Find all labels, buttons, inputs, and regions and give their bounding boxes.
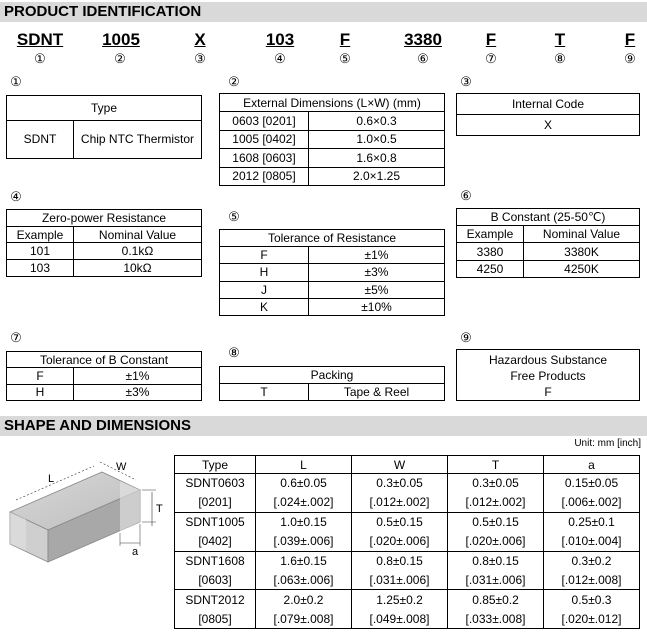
pack-box bbox=[219, 366, 445, 401]
chip-diagram bbox=[2, 450, 172, 570]
tolb-box bbox=[6, 351, 202, 401]
t-cell: [.012±.002] bbox=[448, 493, 544, 512]
tolb-value: ±3% bbox=[74, 384, 202, 400]
pack-header: Packing bbox=[220, 367, 444, 384]
zero-value: 0.1kΩ bbox=[74, 243, 202, 260]
tol-code: F bbox=[220, 247, 309, 264]
pn-packing: T bbox=[554, 30, 566, 49]
pn-circle-8: ⑧ bbox=[554, 51, 566, 66]
l-cell: [.024±.002] bbox=[256, 493, 352, 512]
pn-size: 1005 bbox=[102, 30, 140, 49]
type-cell: [0201] bbox=[175, 493, 256, 512]
a-cell: 0.5±0.3 bbox=[544, 590, 640, 609]
dim-header-t: T bbox=[448, 456, 544, 474]
tol-value: ±5% bbox=[309, 281, 445, 298]
t-cell: 0.3±0.05 bbox=[448, 474, 544, 493]
internal-header: Internal Code bbox=[457, 94, 639, 115]
label-a: a bbox=[132, 546, 139, 558]
l-cell: 2.0±0.2 bbox=[256, 590, 352, 609]
pack-code: T bbox=[220, 384, 309, 401]
table-row bbox=[175, 512, 640, 531]
tol-num: ⑤ bbox=[228, 209, 240, 224]
unit-note: Unit: mm [inch] bbox=[574, 438, 641, 449]
type-cell: SDNT2012 bbox=[175, 590, 256, 609]
t-cell: [.033±.008] bbox=[448, 609, 544, 628]
type-cell: [0402] bbox=[175, 532, 256, 551]
pn-circle-3: ③ bbox=[194, 51, 206, 66]
tolb-code: F bbox=[7, 368, 74, 384]
type-cell: SDNT1608 bbox=[175, 551, 256, 570]
tol-value: ±1% bbox=[309, 247, 445, 264]
pn-btol: F bbox=[485, 30, 497, 49]
dim-header-l: L bbox=[256, 456, 352, 474]
bconst-col2: Nominal Value bbox=[524, 226, 640, 243]
dims-code: 0603 [0201] bbox=[220, 112, 309, 130]
bconst-num: ⑥ bbox=[460, 188, 472, 203]
type-num: ① bbox=[10, 74, 22, 89]
w-cell: 0.8±0.15 bbox=[352, 551, 448, 570]
dims-num: ② bbox=[228, 74, 240, 89]
product-identification-title: PRODUCT IDENTIFICATION bbox=[0, 2, 647, 22]
tol-code: H bbox=[220, 264, 309, 281]
t-cell: [.031±.006] bbox=[448, 570, 544, 589]
dims-code: 1005 [0402] bbox=[220, 130, 309, 148]
zero-code: 103 bbox=[7, 260, 74, 276]
zero-header: Zero-power Resistance bbox=[7, 210, 201, 226]
pn-internal: X bbox=[194, 30, 206, 49]
type-cell: SDNT0603 bbox=[175, 474, 256, 493]
bconst-box bbox=[456, 208, 640, 278]
tol-code: K bbox=[220, 298, 309, 315]
tol-box bbox=[219, 229, 445, 316]
internal-box bbox=[456, 93, 640, 136]
shape-dimensions-title: SHAPE AND DIMENSIONS bbox=[0, 416, 647, 436]
pn-resistance: 103 bbox=[265, 30, 295, 49]
a-cell: 0.15±0.05 bbox=[544, 474, 640, 493]
internal-num: ③ bbox=[460, 74, 472, 89]
type-cell: [0805] bbox=[175, 609, 256, 628]
pn-hazard: F bbox=[624, 30, 636, 49]
pn-circle-5: ⑤ bbox=[339, 51, 351, 66]
dims-value: 0.6×0.3 bbox=[309, 112, 445, 130]
l-cell: [.039±.006] bbox=[256, 532, 352, 551]
pn-circle-9: ⑨ bbox=[624, 51, 636, 66]
dims-value: 1.6×0.8 bbox=[309, 149, 445, 167]
a-cell: [.006±.002] bbox=[544, 493, 640, 512]
w-cell: 0.5±0.15 bbox=[352, 512, 448, 531]
table-row bbox=[175, 532, 640, 551]
pn-circle-4: ④ bbox=[274, 51, 286, 66]
zero-col2: Nominal Value bbox=[74, 226, 202, 243]
dimension-table bbox=[174, 455, 640, 629]
pack-desc: Tape & Reel bbox=[309, 384, 445, 401]
a-cell: 0.25±0.1 bbox=[544, 512, 640, 531]
table-row bbox=[175, 551, 640, 570]
type-cell: [0603] bbox=[175, 570, 256, 589]
pn-type: SDNT bbox=[16, 30, 64, 49]
zero-code: 101 bbox=[7, 243, 74, 260]
label-w: W bbox=[116, 461, 127, 473]
bconst-col1: Example bbox=[457, 226, 524, 243]
internal-value: X bbox=[457, 115, 639, 136]
dims-value: 2.0×1.25 bbox=[309, 167, 445, 185]
w-cell: [.012±.002] bbox=[352, 493, 448, 512]
zero-box bbox=[6, 209, 202, 277]
table-row bbox=[175, 474, 640, 493]
pn-bconstant: 3380 bbox=[404, 30, 442, 49]
haz-num: ⑨ bbox=[460, 330, 472, 345]
type-desc: Chip NTC Thermistor bbox=[74, 120, 202, 158]
bconst-value: 4250K bbox=[524, 260, 640, 277]
label-t: T bbox=[156, 503, 163, 515]
tol-header: Tolerance of Resistance bbox=[220, 230, 444, 247]
tolb-num: ⑦ bbox=[10, 330, 22, 345]
l-cell: [.079±.008] bbox=[256, 609, 352, 628]
w-cell: [.020±.006] bbox=[352, 532, 448, 551]
pn-circle-7: ⑦ bbox=[485, 51, 497, 66]
haz-value: F bbox=[544, 385, 552, 399]
w-cell: 1.25±0.2 bbox=[352, 590, 448, 609]
dims-header: External Dimensions (L×W) (mm) bbox=[220, 94, 444, 112]
dims-value: 1.0×0.5 bbox=[309, 130, 445, 148]
table-row bbox=[175, 570, 640, 589]
tolb-value: ±1% bbox=[74, 368, 202, 384]
type-code: SDNT bbox=[7, 120, 74, 158]
tolb-code: H bbox=[7, 384, 74, 400]
l-cell: 0.6±0.05 bbox=[256, 474, 352, 493]
l-cell: 1.0±0.15 bbox=[256, 512, 352, 531]
zero-value: 10kΩ bbox=[74, 260, 202, 276]
haz-box bbox=[456, 349, 640, 401]
l-cell: 1.6±0.15 bbox=[256, 551, 352, 570]
pn-circle-2: ② bbox=[114, 51, 126, 66]
type-cell: SDNT1005 bbox=[175, 512, 256, 531]
type-header: Type bbox=[7, 96, 201, 120]
bconst-code: 3380 bbox=[457, 243, 524, 260]
dims-code: 2012 [0805] bbox=[220, 167, 309, 185]
l-cell: [.063±.006] bbox=[256, 570, 352, 589]
pn-circle-6: ⑥ bbox=[417, 51, 429, 66]
dims-code: 1608 [0603] bbox=[220, 149, 309, 167]
table-row bbox=[175, 590, 640, 609]
bconst-header: B Constant (25-50℃) bbox=[457, 209, 639, 226]
tol-code: J bbox=[220, 281, 309, 298]
bconst-value: 3380K bbox=[524, 243, 640, 260]
dim-header-w: W bbox=[352, 456, 448, 474]
bconst-code: 4250 bbox=[457, 260, 524, 277]
dim-header-type: Type bbox=[175, 456, 256, 474]
a-cell: 0.3±0.2 bbox=[544, 551, 640, 570]
table-row bbox=[175, 493, 640, 512]
dim-header-a: a bbox=[544, 456, 640, 474]
haz-line2: Free Products bbox=[510, 369, 586, 383]
haz-line1: Hazardous Substance bbox=[488, 353, 608, 367]
w-cell: 0.3±0.05 bbox=[352, 474, 448, 493]
type-box bbox=[6, 95, 202, 159]
a-cell: [.020±.012] bbox=[544, 609, 640, 628]
w-cell: [.049±.008] bbox=[352, 609, 448, 628]
tolb-header: Tolerance of B Constant bbox=[7, 352, 201, 368]
pack-num: ⑧ bbox=[228, 345, 240, 360]
pn-circle-1: ① bbox=[34, 51, 46, 66]
a-cell: [.012±.008] bbox=[544, 570, 640, 589]
w-cell: [.031±.006] bbox=[352, 570, 448, 589]
pn-tolerance: F bbox=[339, 30, 351, 49]
a-cell: [.010±.004] bbox=[544, 532, 640, 551]
t-cell: 0.8±0.15 bbox=[448, 551, 544, 570]
t-cell: [.020±.006] bbox=[448, 532, 544, 551]
zero-num: ④ bbox=[10, 189, 22, 204]
dimension-table-wrap bbox=[174, 455, 640, 629]
tol-value: ±10% bbox=[309, 298, 445, 315]
t-cell: 0.85±0.2 bbox=[448, 590, 544, 609]
table-row bbox=[175, 609, 640, 628]
label-l: L bbox=[48, 473, 55, 485]
zero-col1: Example bbox=[7, 226, 74, 243]
dims-box bbox=[219, 93, 445, 186]
t-cell: 0.5±0.15 bbox=[448, 512, 544, 531]
tol-value: ±3% bbox=[309, 264, 445, 281]
